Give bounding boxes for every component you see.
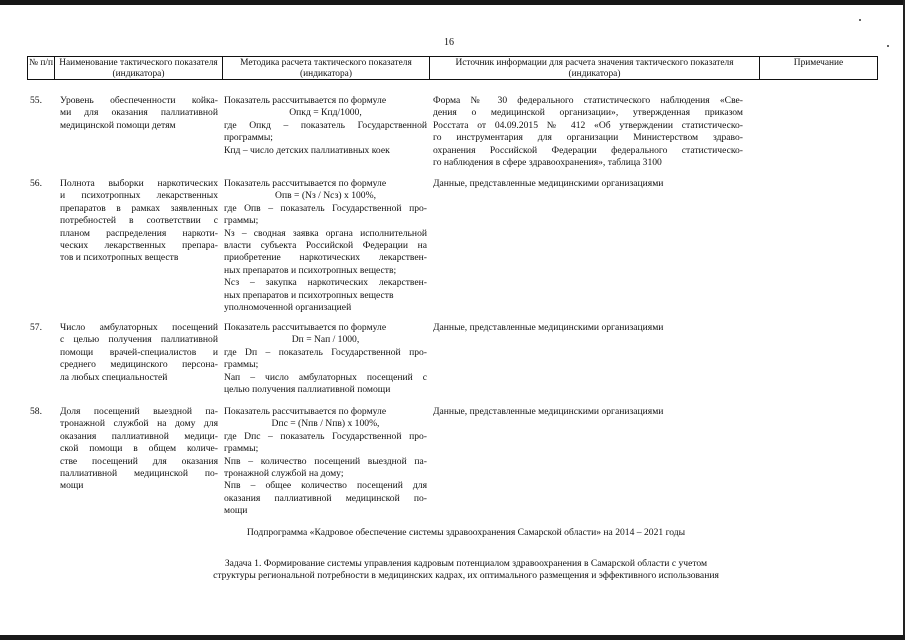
text-line: среднего медицинского персона-	[60, 359, 218, 371]
text-line: Кпд – число детских паллиативных коек	[224, 144, 390, 156]
text-line: Полнота выборки наркотических	[60, 178, 218, 189]
text-line: Nсз – закупка наркотических лекарствен-	[224, 277, 427, 289]
text-line: Число амбулаторных посещений	[60, 322, 218, 333]
header-num: № п/п	[27, 56, 54, 80]
text-line: Nпв – количество посещений выездной па-	[224, 455, 427, 467]
subprogram-title: Подпрограмма «Кадровое обеспечение системы здравоохранения Самарской области» на 2014 – 2021 годы	[246, 527, 686, 538]
data-source	[433, 95, 743, 169]
text-line: ных препаратов и психотропных веществ;	[224, 264, 397, 276]
text-line: Nпв – общее количество посещений для	[224, 480, 427, 492]
row-number: 57.	[30, 322, 42, 333]
text-line: Данные, представленные медицинскими организациями	[433, 178, 664, 189]
text-line: мощи	[224, 505, 248, 517]
task-heading	[60, 558, 872, 583]
text-line: тов и психотропных веществ	[60, 252, 179, 264]
calculation-method	[224, 322, 427, 396]
text-line: ми для оказания паллиативной	[60, 107, 218, 119]
formula: Dпс = (Nпв / Nпв) х 100%,	[271, 418, 380, 430]
text-line: оказания паллиативной медицинской по-	[224, 492, 427, 504]
text-line: охранения Российской Федерации федерального статистическо-	[433, 144, 743, 156]
text-line: программы;	[224, 132, 273, 144]
indicator-name	[60, 322, 218, 384]
text-line: приобретение наркотических лекарствен-	[224, 252, 427, 264]
indicator-name	[60, 178, 218, 265]
text-line: Уровень обеспеченности койка-	[60, 95, 218, 106]
header-source: Источник информации для расчета значения тактического показателя (индикатора)	[429, 56, 759, 80]
text-line: медицинской помощи детям	[60, 119, 176, 131]
text-line: паллиативной медицинской по-	[60, 468, 218, 480]
formula: Опв = (Nз / Nсз) х 100%,	[275, 190, 376, 202]
row-number: 56.	[30, 178, 42, 189]
text-line: Nз – сводная заявка органа исполнительной	[224, 227, 427, 239]
calculation-method	[224, 178, 427, 314]
text-line: ных препаратов и психотропных веществ	[224, 289, 394, 301]
scan-border-bottom	[0, 635, 905, 640]
text-line: Nап – число амбулаторных посещений с	[224, 371, 427, 383]
text-line: го инструментария для организации Министерством здраво-	[433, 132, 743, 144]
scan-speck	[887, 45, 889, 47]
header-method: Методика расчета тактического показателя (индикатора)	[222, 56, 429, 80]
text-line: Доля посещений выездной па-	[60, 406, 218, 417]
formula: Dп = Nап / 1000,	[291, 334, 360, 346]
text-line: Показатель рассчитывается по формуле	[224, 406, 387, 417]
text-line: ла любых специальностей	[60, 371, 168, 383]
text-line: Показатель рассчитывается по формуле	[224, 322, 387, 333]
text-line: Задача 1. Формирование системы управления кадровым потенциалом здравоохранения в Самарской области с учетом	[224, 558, 708, 569]
text-line: с целью получения паллиативной	[60, 334, 218, 346]
header-name: Наименование тактического показателя (индикатора)	[54, 56, 222, 80]
text-line: граммы;	[224, 359, 259, 371]
text-line: власти субъекта Российской Федерации на	[224, 240, 427, 252]
scan-border-top	[0, 0, 905, 5]
text-line: структуры региональной потребности в медицинских кадрах, их оптимального размещения и эффективного использования	[213, 570, 719, 582]
text-line: целью получения паллиативной помощи	[224, 384, 391, 396]
text-line: Росстата от 04.09.2015 № 412 «Об утверждении статистическо-	[433, 119, 743, 131]
text-line: Форма № 30 федерального статистического наблюдения «Све-	[433, 95, 743, 106]
text-line: граммы;	[224, 443, 259, 455]
text-line: и психотропных лекарственных	[60, 190, 218, 202]
text-line: го наблюдения в сфере здравоохранения», таблица 3100	[433, 157, 662, 169]
text-line: где Опкд – показатель Государственной	[224, 119, 427, 131]
row-number: 55.	[30, 95, 42, 106]
text-line: тронажной службой на дому для	[60, 418, 218, 430]
text-line: дения о медицинской организации», утвержденная приказом	[433, 107, 743, 119]
text-line: помощи врачей-специалистов и	[60, 346, 218, 358]
text-line: препаратов в рамках заявленных	[60, 202, 218, 214]
formula: Опкд = Кпд/1000,	[289, 107, 362, 119]
data-source	[433, 178, 743, 190]
text-line: потребностей в соответствии с	[60, 215, 218, 227]
text-line: Данные, представленные медицинскими организациями	[433, 322, 664, 333]
text-line: граммы;	[224, 215, 259, 227]
text-line: уполномоченной организацией	[224, 302, 352, 314]
scan-speck	[859, 19, 861, 21]
text-line: ческих лекарственных препара-	[60, 240, 218, 252]
data-source	[433, 322, 743, 334]
text-line: ской помощи в общем количе-	[60, 443, 218, 455]
header-note: Примечание	[759, 56, 878, 80]
text-line: где Dп – показатель Государственной про-	[224, 346, 427, 358]
indicator-name	[60, 95, 218, 132]
text-line: Показатель рассчитывается по формуле	[224, 178, 387, 189]
page-number: 16	[444, 37, 454, 48]
text-line: Данные, представленные медицинскими организациями	[433, 406, 664, 417]
text-line: стве посещений для оказания	[60, 455, 218, 467]
text-line: мощи	[60, 480, 84, 492]
indicator-name	[60, 406, 218, 493]
text-line: Показатель рассчитывается по формуле	[224, 95, 387, 106]
data-source	[433, 406, 743, 418]
text-line: где Опв – показатель Государственной про-	[224, 202, 427, 214]
calculation-method	[224, 95, 427, 157]
row-number: 58.	[30, 406, 42, 417]
text-line: оказания паллиативной медици-	[60, 430, 218, 442]
text-line: тронажной службой на дому;	[224, 468, 344, 480]
calculation-method	[224, 406, 427, 518]
text-line: планом распределения наркоти-	[60, 227, 218, 239]
text-line: где Dпс – показатель Государственной про-	[224, 430, 427, 442]
